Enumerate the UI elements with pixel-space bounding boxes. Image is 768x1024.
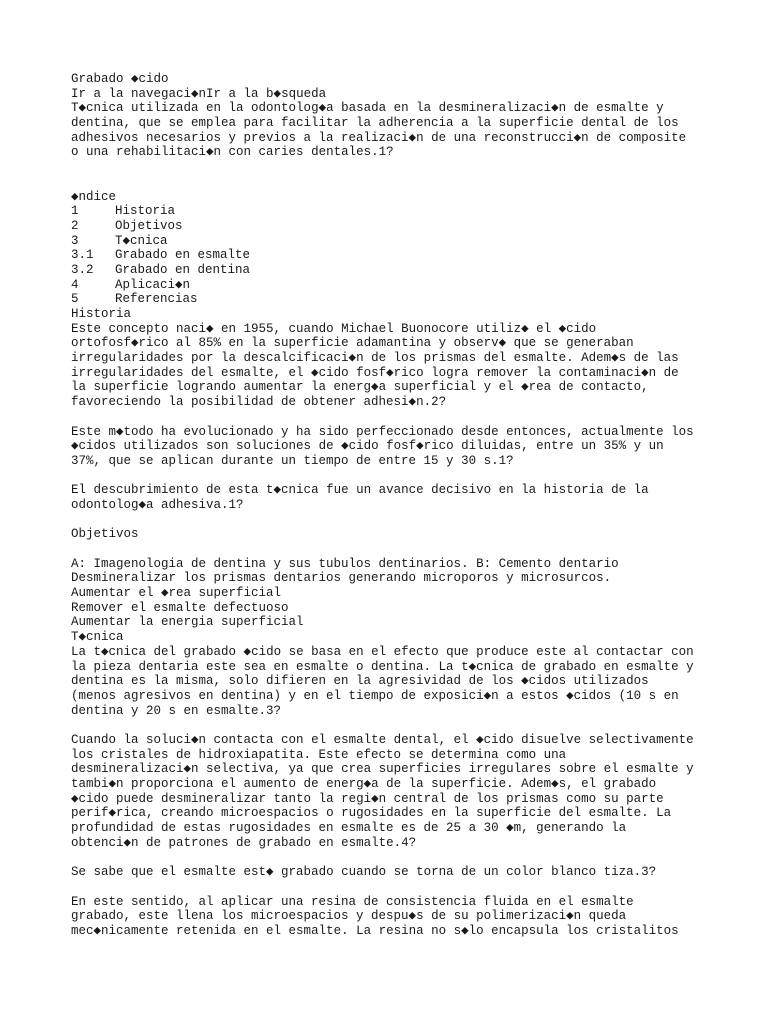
text-line: odontolog◆a adhesiva.1? [71,497,244,512]
spacer [71,160,711,189]
spacer [71,410,711,425]
toc-number: 4 [71,277,79,292]
spacer [71,880,711,895]
toc-label: Referencias [115,292,198,307]
intro-paragraph [71,101,711,160]
list-item: Desmineralizar los prismas dentarios generando microporos y microsurcos. [71,571,612,586]
section-historia [71,307,711,513]
toc-item-tecnica[interactable] [71,234,711,249]
text-line: dentina y 20 s en esmalte.3? [71,703,282,718]
toc-item-objetivos[interactable] [71,219,711,234]
spacer [71,542,711,557]
list-item: Remover el esmalte defectuoso [71,600,289,615]
toc-label: Objetivos [115,218,183,233]
section-objetivos [71,527,711,630]
text-line: profundidad de estas rugosidades en esmalte es de 25 a 30 ◆m, generando la [71,821,627,836]
intro-line: T◆cnica utilizada en la odontolog◆a basada en la desmineralizaci◆n de esmalte y [71,101,664,116]
text-line: ortofosf◆rico al 85% en la superficie adamantina y observ◆ que se generaban [71,336,634,351]
section-tecnica [71,630,711,938]
toc-item-grabado-dentina[interactable] [71,263,711,278]
paragraph [71,322,711,410]
toc-label: Aplicaci◆n [115,277,191,292]
section-heading: T◆cnica [71,630,124,645]
toc-number: 2 [71,218,79,233]
toc-number: 3.1 [71,248,94,263]
section-heading: Historia [71,307,132,322]
text-line: tambi◆n proporciona el aumento de energ◆a de la superficie. Adem◆s, el grabado [71,777,657,792]
text-line: irregularidades del esmalte, el ◆cido fosf◆rico logra remover la contaminaci◆n de [71,365,679,380]
text-line: En este sentido, al aplicar una resina de consistencia fluida en el esmalte [71,894,634,909]
text-line: obtenci◆n de patrones de grabado en esmalte.4? [71,835,417,850]
toc-item-aplicacion[interactable] [71,278,711,293]
toc-number: 3 [71,233,79,248]
text-line: favoreciendo la posibilidad de obtener adhesi◆n.2? [71,395,447,410]
article-title: Grabado ◆cido [71,72,169,86]
document-body [71,72,711,939]
table-of-contents [71,190,711,308]
text-line: desmineralizaci◆n selectiva, ya que crea superficies irregulares sobre el esmalte y [71,762,694,777]
toc-label: Historia [115,204,176,219]
text-line: ◆cido puede desmineralizar tanto la regi◆n central de los prismas como su parte [71,791,664,806]
text-line: ◆cidos utilizados son soluciones de ◆cido fosf◆rico diluidas, entre un 35% y un [71,439,664,454]
paragraph [71,425,711,469]
text-line: El descubrimiento de esta t◆cnica fue un avance decisivo en la historia de la [71,483,649,498]
paragraph [71,895,711,939]
text-line: mec◆nicamente retenida en el esmalte. La resina no s◆lo encapsula los cristalitos [71,923,679,938]
text-line: Este m◆todo ha evolucionado y ha sido perfeccionado desde entonces, actualmente los [71,424,694,439]
toc-number: 1 [71,204,79,219]
toc-number: 3.2 [71,262,94,277]
text-line: Se sabe que el esmalte est◆ grabado cuando se torna de un color blanco tiza.3? [71,865,657,880]
text-line: perif◆rica, creando microespacios o rugosidades en la superficie del esmalte. La [71,806,672,821]
toc-label: Grabado en dentina [115,262,251,277]
paragraph [71,483,711,512]
spacer [71,850,711,865]
spacer [71,513,711,528]
toc-item-grabado-esmalte[interactable] [71,248,711,263]
toc-item-historia[interactable] [71,204,711,219]
intro-line: adhesivos necesarios y previos a la realizaci◆n de una reconstrucci◆n de composite [71,130,687,145]
text-line: Este concepto naci◆ en 1955, cuando Michael Buonocore utiliz◆ el ◆cido [71,321,597,336]
paragraph [71,733,711,851]
text-line: dentina es la misma, solo difieren en la agresividad de los ◆cidos utilizados [71,674,649,689]
nav-search-links[interactable]: Ir a la navegaci◆nIr a la b◆squeda [71,86,327,101]
text-line: (menos agresivos en dentina) y en el tiempo de exposici◆n a estos ◆cidos (10 s en [71,688,679,703]
list-item: Aumentar el ◆rea superficial [71,586,282,601]
list-item: Aumentar la energia superficial [71,615,304,630]
text-line: irregularidades por la descalcificaci◆n de los prismas del esmalte. Adem◆s de las [71,351,679,366]
toc-label: Grabado en esmalte [115,248,251,263]
intro-line: dentina, que se emplea para facilitar la adherencia a la superficie dental de los [71,116,679,131]
text-line: 37%, que se aplican durante un tiempo de entre 15 y 30 s.1? [71,453,514,468]
paragraph [71,865,711,880]
text-line: la superficie logrando aumentar la energ◆a superficial y el ◆rea de contacto, [71,380,649,395]
toc-label: T◆cnica [115,233,168,248]
toc-item-referencias[interactable] [71,292,711,307]
text-line: grabado, este llena los microespacios y despu◆s de su polimerizaci◆n queda [71,909,627,924]
text-line: La t◆cnica del grabado ◆cido se basa en el efecto que produce este al contactar con [71,644,694,659]
intro-line: o una rehabilitaci◆n con caries dentales.1? [71,145,394,160]
text-line: la pieza dentaria este sea en esmalte o dentina. La t◆cnica de grabado en esmalte y [71,659,694,674]
paragraph [71,645,711,718]
image-caption: A: Imagenologia de dentina y sus tubulos dentinarios. B: Cemento dentario [71,556,619,571]
text-line: Cuando la soluci◆n contacta con el esmalte dental, el ◆cido disuelve selectivamente [71,732,694,747]
toc-heading: ◆ndice [71,189,117,204]
text-line: los cristales de hidroxiapatita. Este efecto se determina como una [71,747,567,762]
toc-number: 5 [71,292,79,307]
section-heading: Objetivos [71,527,139,542]
spacer [71,718,711,733]
spacer [71,469,711,484]
